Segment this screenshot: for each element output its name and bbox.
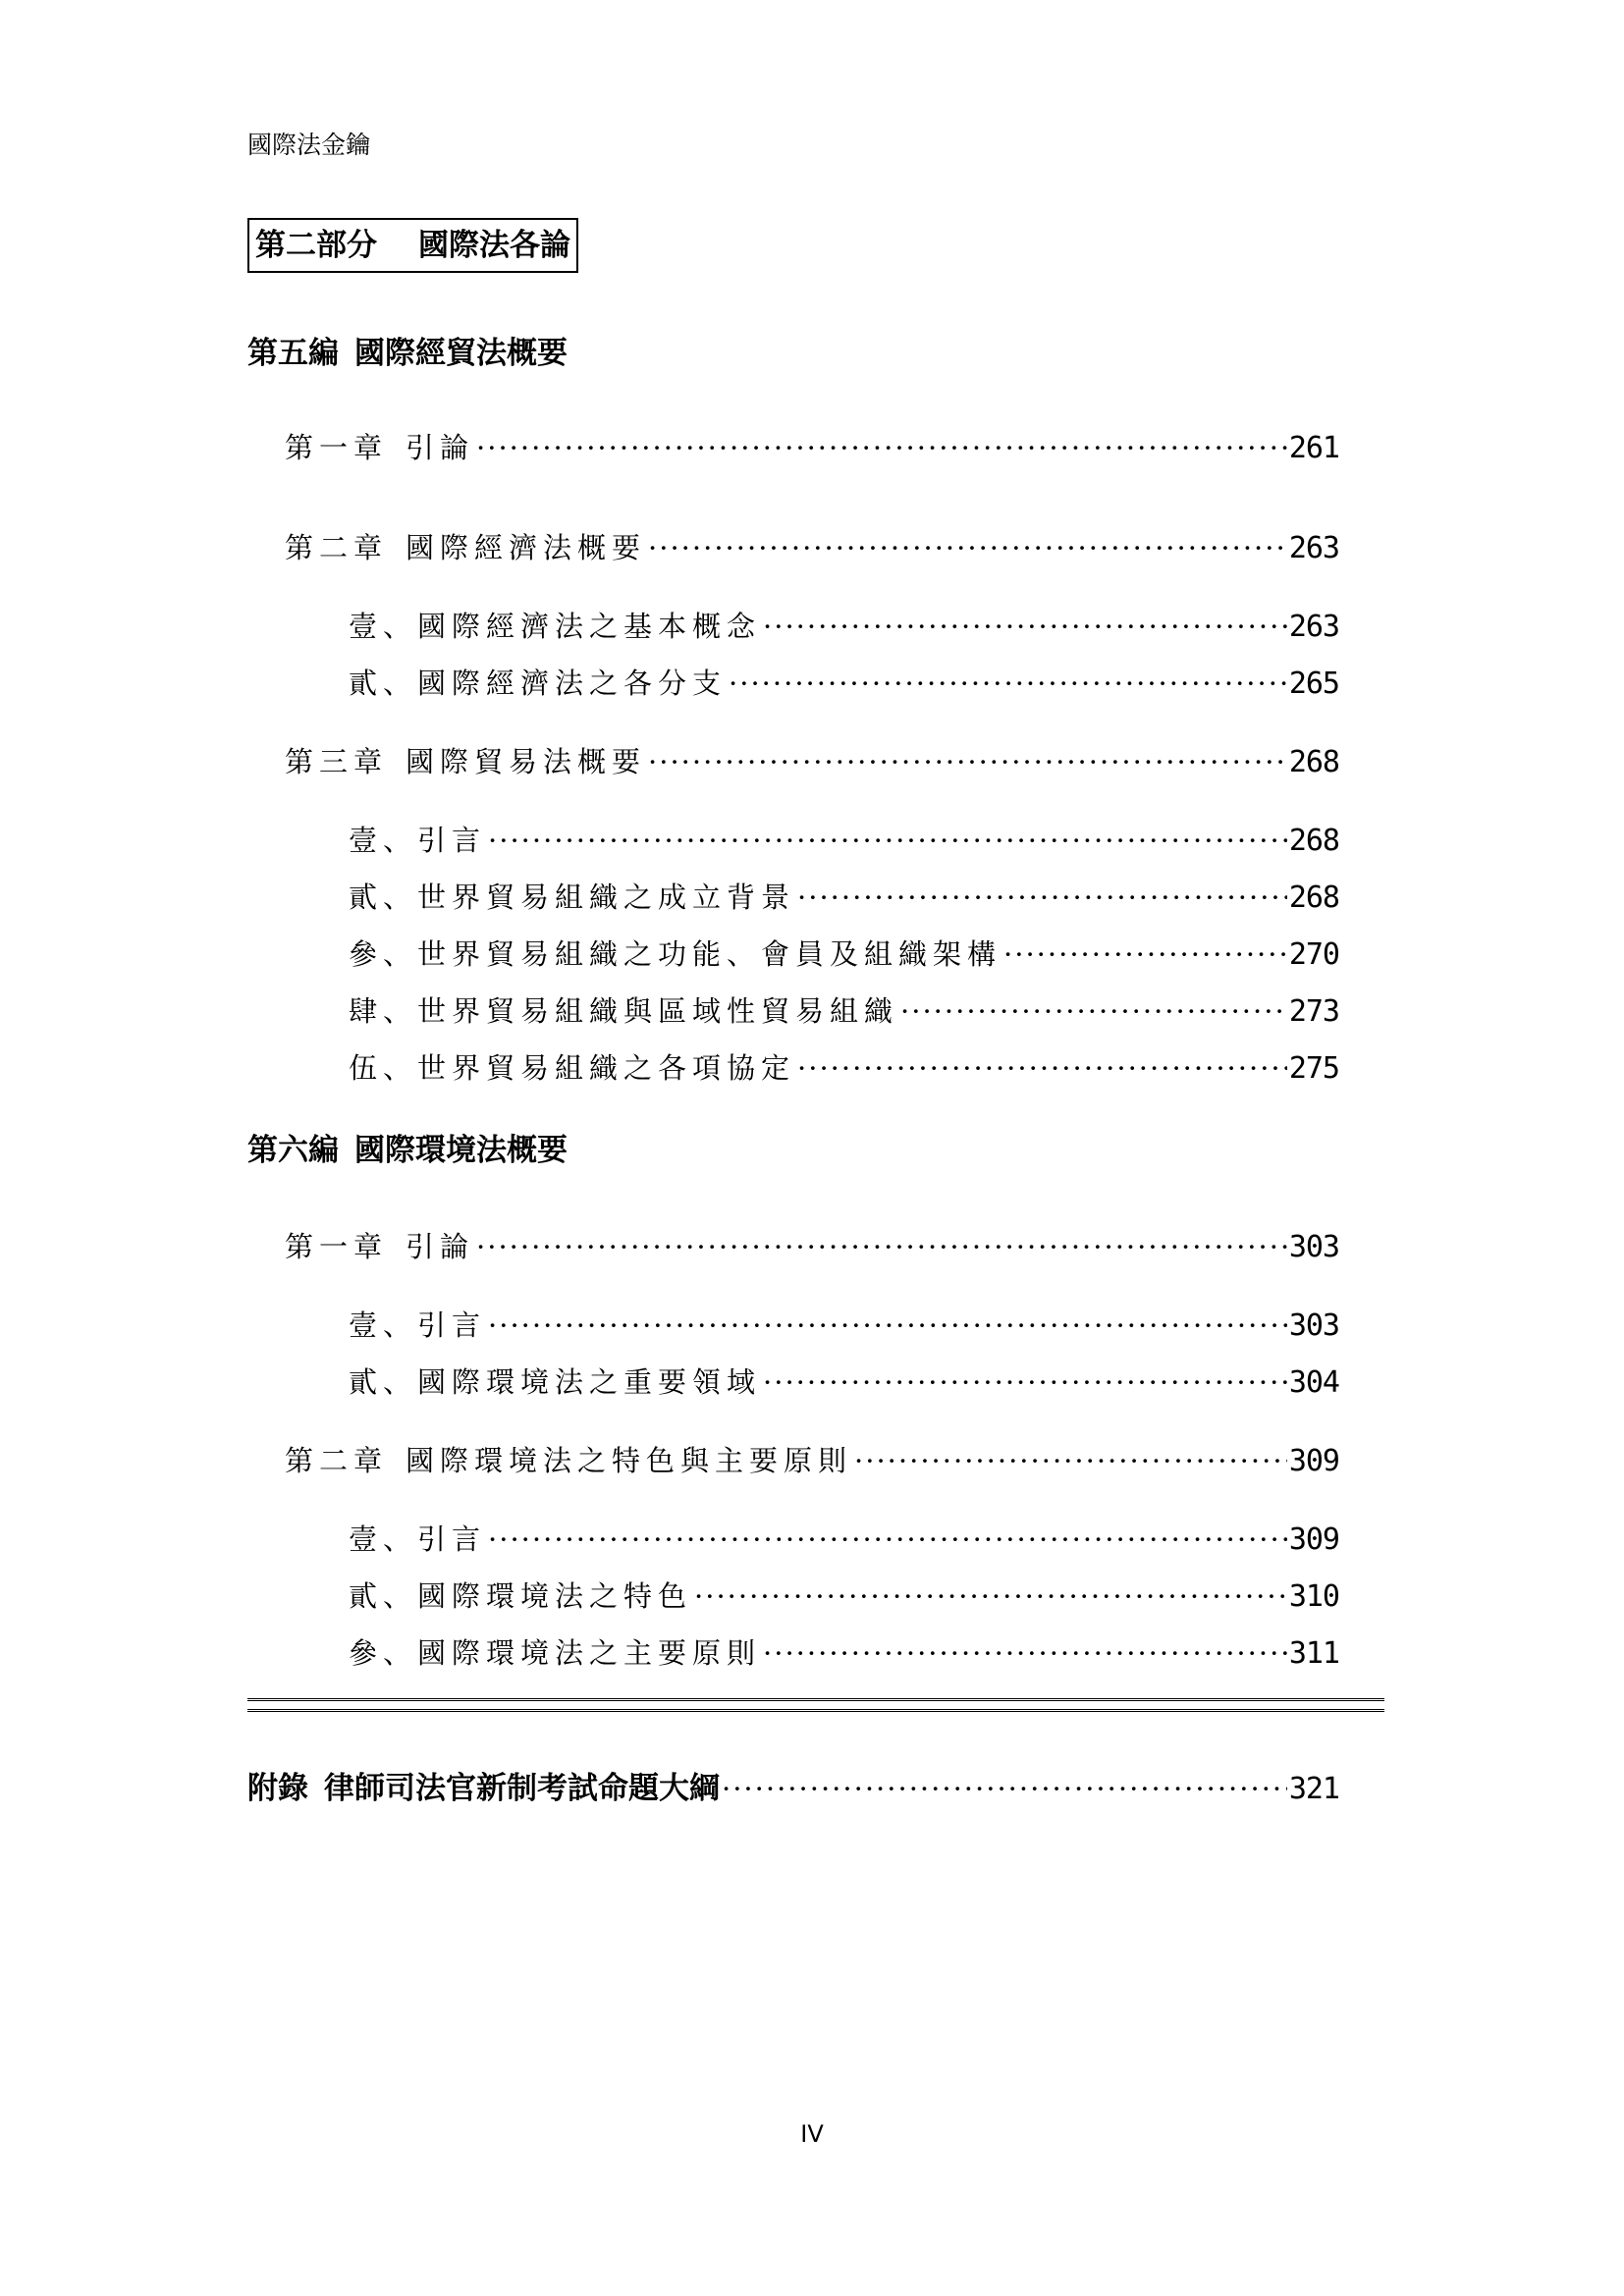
- chapter-label: 第三章: [285, 745, 389, 778]
- page-ref: 311: [1288, 1636, 1339, 1671]
- chapter-title: 引論: [406, 1230, 475, 1263]
- section-title: 引言: [417, 1308, 487, 1342]
- section-label: 貳、: [349, 667, 418, 700]
- section-label: 肆、: [349, 994, 418, 1028]
- toc-section[interactable]: [349, 1631, 1339, 1672]
- toc-appendix[interactable]: [247, 1763, 1339, 1807]
- section-label: 壹、: [349, 610, 418, 643]
- toc-chapter[interactable]: [285, 426, 1339, 466]
- section-title: 國際環境法之特色: [417, 1579, 693, 1613]
- section-label: 壹、: [349, 1308, 418, 1342]
- section-label: 貳、: [349, 1579, 418, 1613]
- dot-leader: [797, 881, 1287, 914]
- dot-leader: [854, 1444, 1287, 1477]
- section-label: 貳、: [349, 881, 418, 914]
- book6-heading: [247, 1125, 568, 1169]
- dot-leader: [476, 1230, 1287, 1263]
- section-label: 貳、: [349, 1365, 418, 1399]
- dot-leader: [648, 531, 1287, 564]
- page-ref: 261: [1288, 431, 1339, 465]
- dot-leader: [476, 431, 1287, 464]
- toc-section[interactable]: [349, 1304, 1339, 1344]
- dot-leader: [488, 1308, 1287, 1342]
- page-ref: 273: [1288, 994, 1339, 1029]
- toc-section[interactable]: [349, 1361, 1339, 1401]
- section-title: 國際環境法之主要原則: [417, 1636, 762, 1670]
- chapter-label: 第二章: [285, 1444, 389, 1477]
- part-label: 第二部分: [255, 228, 377, 263]
- toc-chapter[interactable]: [285, 740, 1339, 780]
- dot-leader: [1003, 937, 1287, 971]
- chapter-label: 第一章: [285, 431, 389, 464]
- page-ref: 321: [1288, 1772, 1339, 1806]
- toc-chapter[interactable]: [285, 1225, 1339, 1265]
- chapter-label: 第一章: [285, 1230, 389, 1263]
- dot-leader: [900, 994, 1287, 1028]
- page-ref: 270: [1288, 937, 1339, 972]
- chapter-title: 引論: [406, 431, 475, 464]
- page-ref: 268: [1288, 745, 1339, 779]
- chapter-title: 國際環境法之特色與主要原則: [406, 1444, 853, 1477]
- page-ref: 303: [1288, 1308, 1339, 1343]
- section-label: 參、: [349, 1636, 418, 1670]
- chapter-label: 第二章: [285, 531, 389, 564]
- section-title: 引言: [417, 1522, 487, 1556]
- dot-leader: [763, 1365, 1287, 1399]
- section-label: 參、: [349, 937, 418, 971]
- part-heading: [247, 218, 578, 273]
- dot-leader: [763, 1636, 1287, 1670]
- page-number: IV: [800, 2120, 824, 2148]
- section-title: 世界貿易組織之功能、會員及組織架構: [417, 937, 1002, 971]
- section-label: 伍、: [349, 1051, 418, 1085]
- page-ref: 303: [1288, 1230, 1339, 1264]
- appendix-label: 附錄: [247, 1771, 308, 1806]
- toc-section[interactable]: [349, 1046, 1339, 1087]
- toc-section[interactable]: [349, 1518, 1339, 1558]
- section-label: 壹、: [349, 1522, 418, 1556]
- toc-section[interactable]: [349, 1575, 1339, 1615]
- dot-leader: [763, 610, 1287, 643]
- dot-leader: [694, 1579, 1287, 1613]
- dot-leader: [797, 1051, 1287, 1085]
- toc-section[interactable]: [349, 876, 1339, 916]
- running-head: 國際法金鑰: [247, 131, 371, 159]
- section-title: 國際經濟法之基本概念: [417, 610, 762, 643]
- page-ref: 265: [1288, 667, 1339, 701]
- page-ref: 268: [1288, 824, 1339, 858]
- toc-section[interactable]: [349, 662, 1339, 702]
- section-title: 引言: [417, 824, 487, 857]
- book-title: 國際經貿法概要: [354, 336, 568, 371]
- appendix-title: 律師司法官新制考試命題大綱: [324, 1771, 720, 1806]
- dot-leader: [488, 1522, 1287, 1556]
- section-title: 國際環境法之重要領域: [417, 1365, 762, 1399]
- section-label: 壹、: [349, 824, 418, 857]
- page-ref: 275: [1288, 1051, 1339, 1086]
- toc-section[interactable]: [349, 605, 1339, 645]
- book-title: 國際環境法概要: [354, 1133, 568, 1168]
- page-ref: 309: [1288, 1444, 1339, 1478]
- dot-leader: [729, 667, 1287, 700]
- section-title: 世界貿易組織之各項協定: [417, 1051, 796, 1085]
- chapter-title: 國際貿易法概要: [406, 745, 647, 778]
- page-ref: 263: [1288, 531, 1339, 565]
- page-ref: 268: [1288, 881, 1339, 915]
- toc-chapter[interactable]: [285, 1439, 1339, 1479]
- book-label: 第五編: [247, 336, 339, 371]
- page-ref: 263: [1288, 610, 1339, 644]
- part-title: 國際法各論: [418, 228, 570, 263]
- page-ref: 310: [1288, 1579, 1339, 1614]
- double-rule-divider: [247, 1698, 1384, 1712]
- toc-chapter[interactable]: [285, 526, 1339, 566]
- book5-heading: [247, 328, 568, 372]
- section-title: 世界貿易組織之成立背景: [417, 881, 796, 914]
- dot-leader: [488, 824, 1287, 857]
- book-label: 第六編: [247, 1133, 339, 1168]
- chapter-title: 國際經濟法概要: [406, 531, 647, 564]
- toc-section[interactable]: [349, 933, 1339, 973]
- toc-section[interactable]: [349, 819, 1339, 859]
- dot-leader: [648, 745, 1287, 778]
- section-title: 世界貿易組織與區域性貿易組織: [417, 994, 899, 1028]
- dot-leader: [722, 1772, 1287, 1805]
- toc-section[interactable]: [349, 989, 1339, 1030]
- page-ref: 309: [1288, 1522, 1339, 1557]
- section-title: 國際經濟法之各分支: [417, 667, 728, 700]
- page-ref: 304: [1288, 1365, 1339, 1400]
